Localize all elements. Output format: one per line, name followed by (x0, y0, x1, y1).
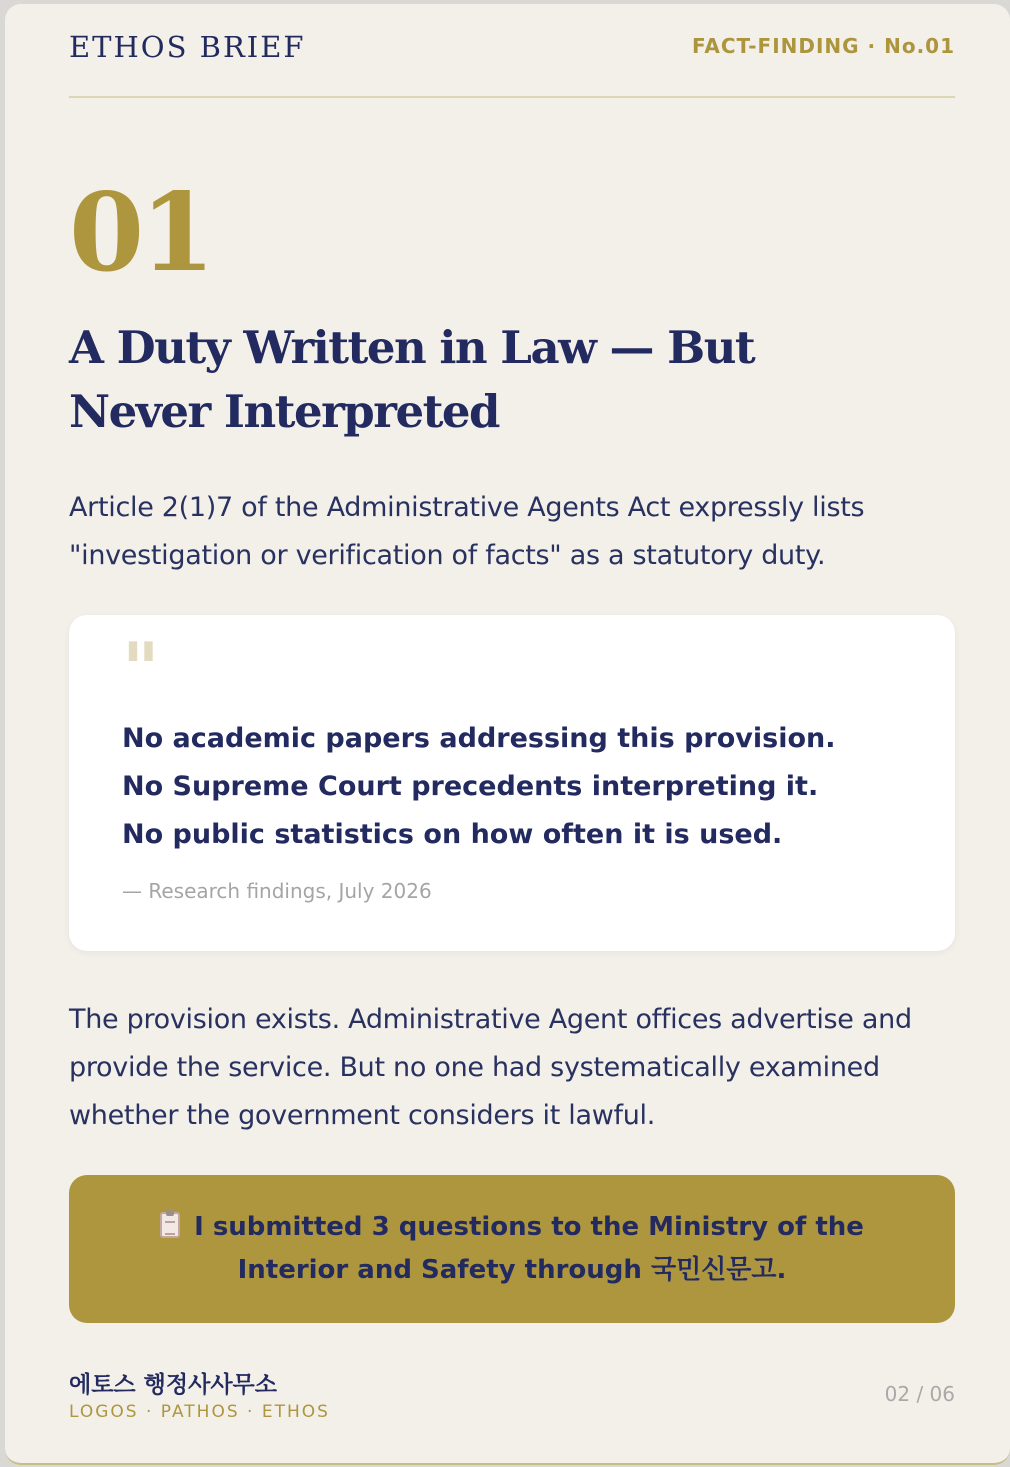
quote-source: — Research findings, July 2026 (122, 879, 432, 903)
callout-text: I submitted 3 questions to the Ministry of the Interior and Safety through 국민신문고. (194, 1212, 864, 1285)
brief-card (5, 4, 1010, 1465)
clipboard-icon (160, 1212, 180, 1238)
section-number: 01 (69, 170, 212, 296)
quote-lines (122, 715, 902, 859)
quote-line: No public statistics on how often it is used. (122, 819, 783, 850)
body-paragraph: The provision exists. Administrative Agent offices advertise and provide the service. But no one had systematically examined whether the government considers it lawful. (69, 1004, 912, 1131)
office-name: 에토스 행정사사무소 (69, 1372, 277, 1398)
callout-text-wrap (119, 1206, 905, 1292)
series-label: FACT-FINDING · No.01 (692, 34, 955, 58)
quote-line: No academic papers addressing this provision. (122, 723, 836, 754)
quote-line: No Supreme Court precedents interpreting it. (122, 771, 819, 802)
section-title: A Duty Written in Law — But Never Interpreted (69, 321, 755, 438)
callout-box (69, 1175, 955, 1323)
brand-title: ETHOS BRIEF (69, 30, 306, 64)
office-tagline: LOGOS · PATHOS · ETHOS (69, 1402, 330, 1422)
page-indicator: 02 / 06 (884, 1382, 955, 1406)
header (69, 30, 955, 98)
intro-paragraph: Article 2(1)7 of the Administrative Agents Act expressly lists "investigation or verification of facts" as a statutory duty. (69, 492, 865, 571)
quote-mark-icon: " (122, 626, 160, 711)
quote-box (69, 615, 955, 951)
